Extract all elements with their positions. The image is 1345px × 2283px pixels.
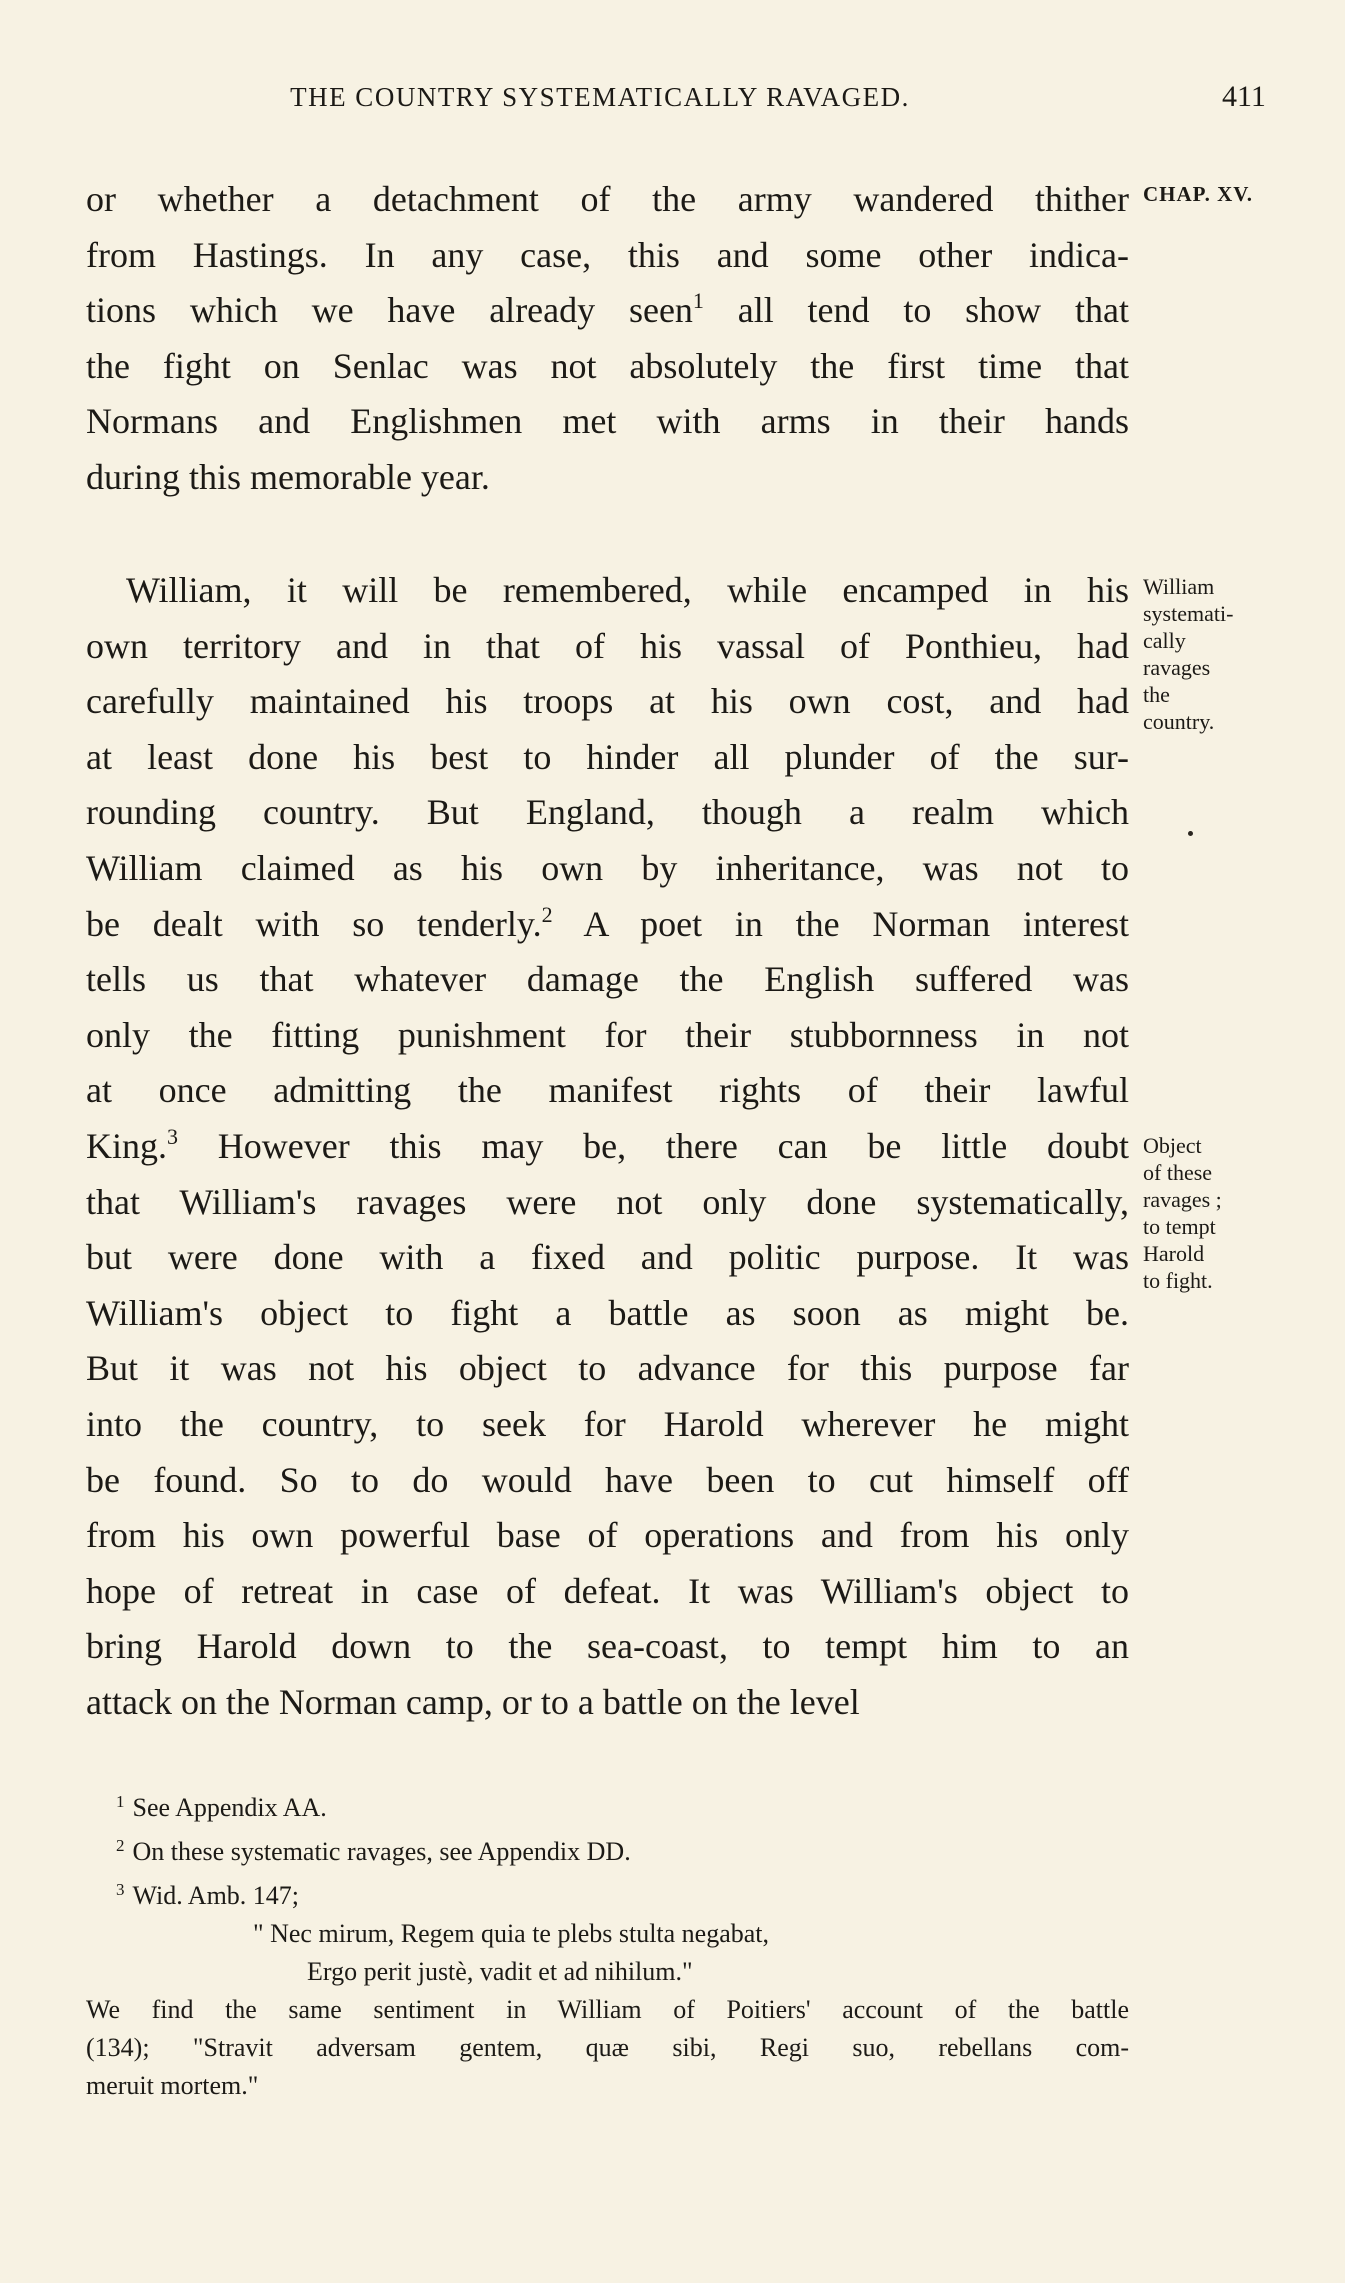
text-line: own territory and in that of his vassal of Ponthieu, had [86,625,1129,666]
text-segment: all tend to show that [737,290,1129,331]
text-line: but were done with a fixed and politic purpose. It was [86,1237,1129,1278]
marginal-note-line: ravages ; [1143,1187,1222,1212]
text-line: bring Harold down to the sea-coast, to tempt him to an [86,1626,1129,1667]
marginal-note-ravages [1143,573,1343,735]
footnote-continuation-line: (134); "Stravit adversam gentem, quæ sibi, Regi suo, rebellans com- [86,2033,1129,2062]
text-segment: King. [86,1125,167,1166]
text-line: rounding country. But England, though a realm which [86,792,1129,833]
text-line: only the fitting punishment for their stubbornness in not [86,1014,1129,1055]
marginal-note-line: the [1143,682,1170,707]
footnotes [86,1783,1129,2105]
text-segment: However this may be, there can be little doubt [178,1125,1129,1166]
text-line: But it was not his object to advance for this purpose far [86,1348,1129,1389]
footnote-text: Wid. Amb. 147; [132,1881,300,1910]
text-line: attack on the Norman camp, or to a battle on the level [86,1681,860,1722]
footnote-marker: 1 [692,288,704,314]
footnote-continuation-line: meruit mortem." [86,2071,259,2100]
footnote-marker: 3 [167,1123,178,1149]
text-line: from his own powerful base of operations and from his only [86,1515,1129,1556]
text-line: from Hastings. In any case, this and some other indica- [86,234,1129,275]
footnote-1 [86,1783,1129,1827]
text-line: the fight on Senlac was not absolutely the first time that [86,345,1129,386]
text-line: Normans and Englishmen met with arms in their hands [86,401,1129,442]
text-line: that William's ravages were not only done systematically, [86,1181,1129,1222]
footnote-continuation-line: We find the same sentiment in William of Poitiers' account of the battle [86,1995,1129,2024]
footnote-quote-line: " Nec mirum, Regem quia te plebs stulta negabat, [253,1919,770,1948]
marginal-note-line: of these [1143,1160,1213,1185]
footnote-text: On these systematic ravages, see Appendix DD. [132,1837,631,1866]
text-line: hope of retreat in case of defeat. It was William's object to [86,1570,1129,1611]
marginal-note-line: ravages [1143,655,1211,680]
marginal-note-line: William [1143,574,1215,599]
text-line: be found. So to do would have been to cut himself off [86,1459,1129,1500]
text-line [86,1119,1129,1175]
paragraph-1 [86,172,1129,506]
footnote-3 [86,1871,1129,1915]
footnote-2 [86,1827,1129,1871]
footnote-text: See Appendix AA. [132,1793,327,1822]
chapter-marginal-note: CHAP. XV. [1143,182,1253,206]
text-line: carefully maintained his troops at his own cost, and had [86,681,1129,722]
text-line: or whether a detachment of the army wandered thither [86,179,1129,219]
text-line [86,563,1129,619]
page-number: 411 [1222,80,1266,113]
running-title: THE COUNTRY SYSTEMATICALLY RAVAGED. [290,82,910,112]
marginal-note-line: Object [1143,1133,1202,1158]
footnote-marker: 2 [541,901,553,927]
footnote-quote-line: Ergo perit justè, vadit et ad nihilum." [307,1957,693,1986]
marginal-note-object [1143,1132,1343,1294]
text-segment: William, it will be remembered, while encamped in his [126,570,1129,610]
marginal-note-line: systemati- [1143,601,1234,626]
text-segment: tions which we have already seen [86,290,693,331]
marginal-note-line: Harold [1143,1241,1205,1266]
ink-speck [1188,831,1193,836]
text-segment: be dealt with so tenderly. [86,903,542,944]
marginal-note-line: to fight. [1143,1268,1213,1293]
text-line [86,897,1129,953]
text-line: William's object to fight a battle as soon as might be. [86,1292,1129,1333]
text-line [86,283,1129,339]
footnote-number: 1 [116,1792,125,1811]
marginal-note-line: country. [1143,709,1215,734]
text-line: tells us that whatever damage the English suffered was [86,959,1129,1000]
marginal-note-line: to tempt [1143,1214,1216,1239]
text-line: William claimed as his own by inheritance, was not to [86,847,1129,888]
paragraph-2 [86,563,1129,1730]
footnote-number: 2 [116,1836,125,1855]
marginal-note-line: cally [1143,628,1186,653]
text-line: at once admitting the manifest rights of their lawful [86,1070,1129,1111]
text-segment: A poet in the Norman interest [552,903,1130,944]
text-line: into the country, to seek for Harold wherever he might [86,1403,1129,1444]
text-line: during this memorable year. [86,456,490,497]
text-line: at least done his best to hinder all plunder of the sur- [86,736,1129,777]
footnote-number: 3 [116,1880,125,1899]
